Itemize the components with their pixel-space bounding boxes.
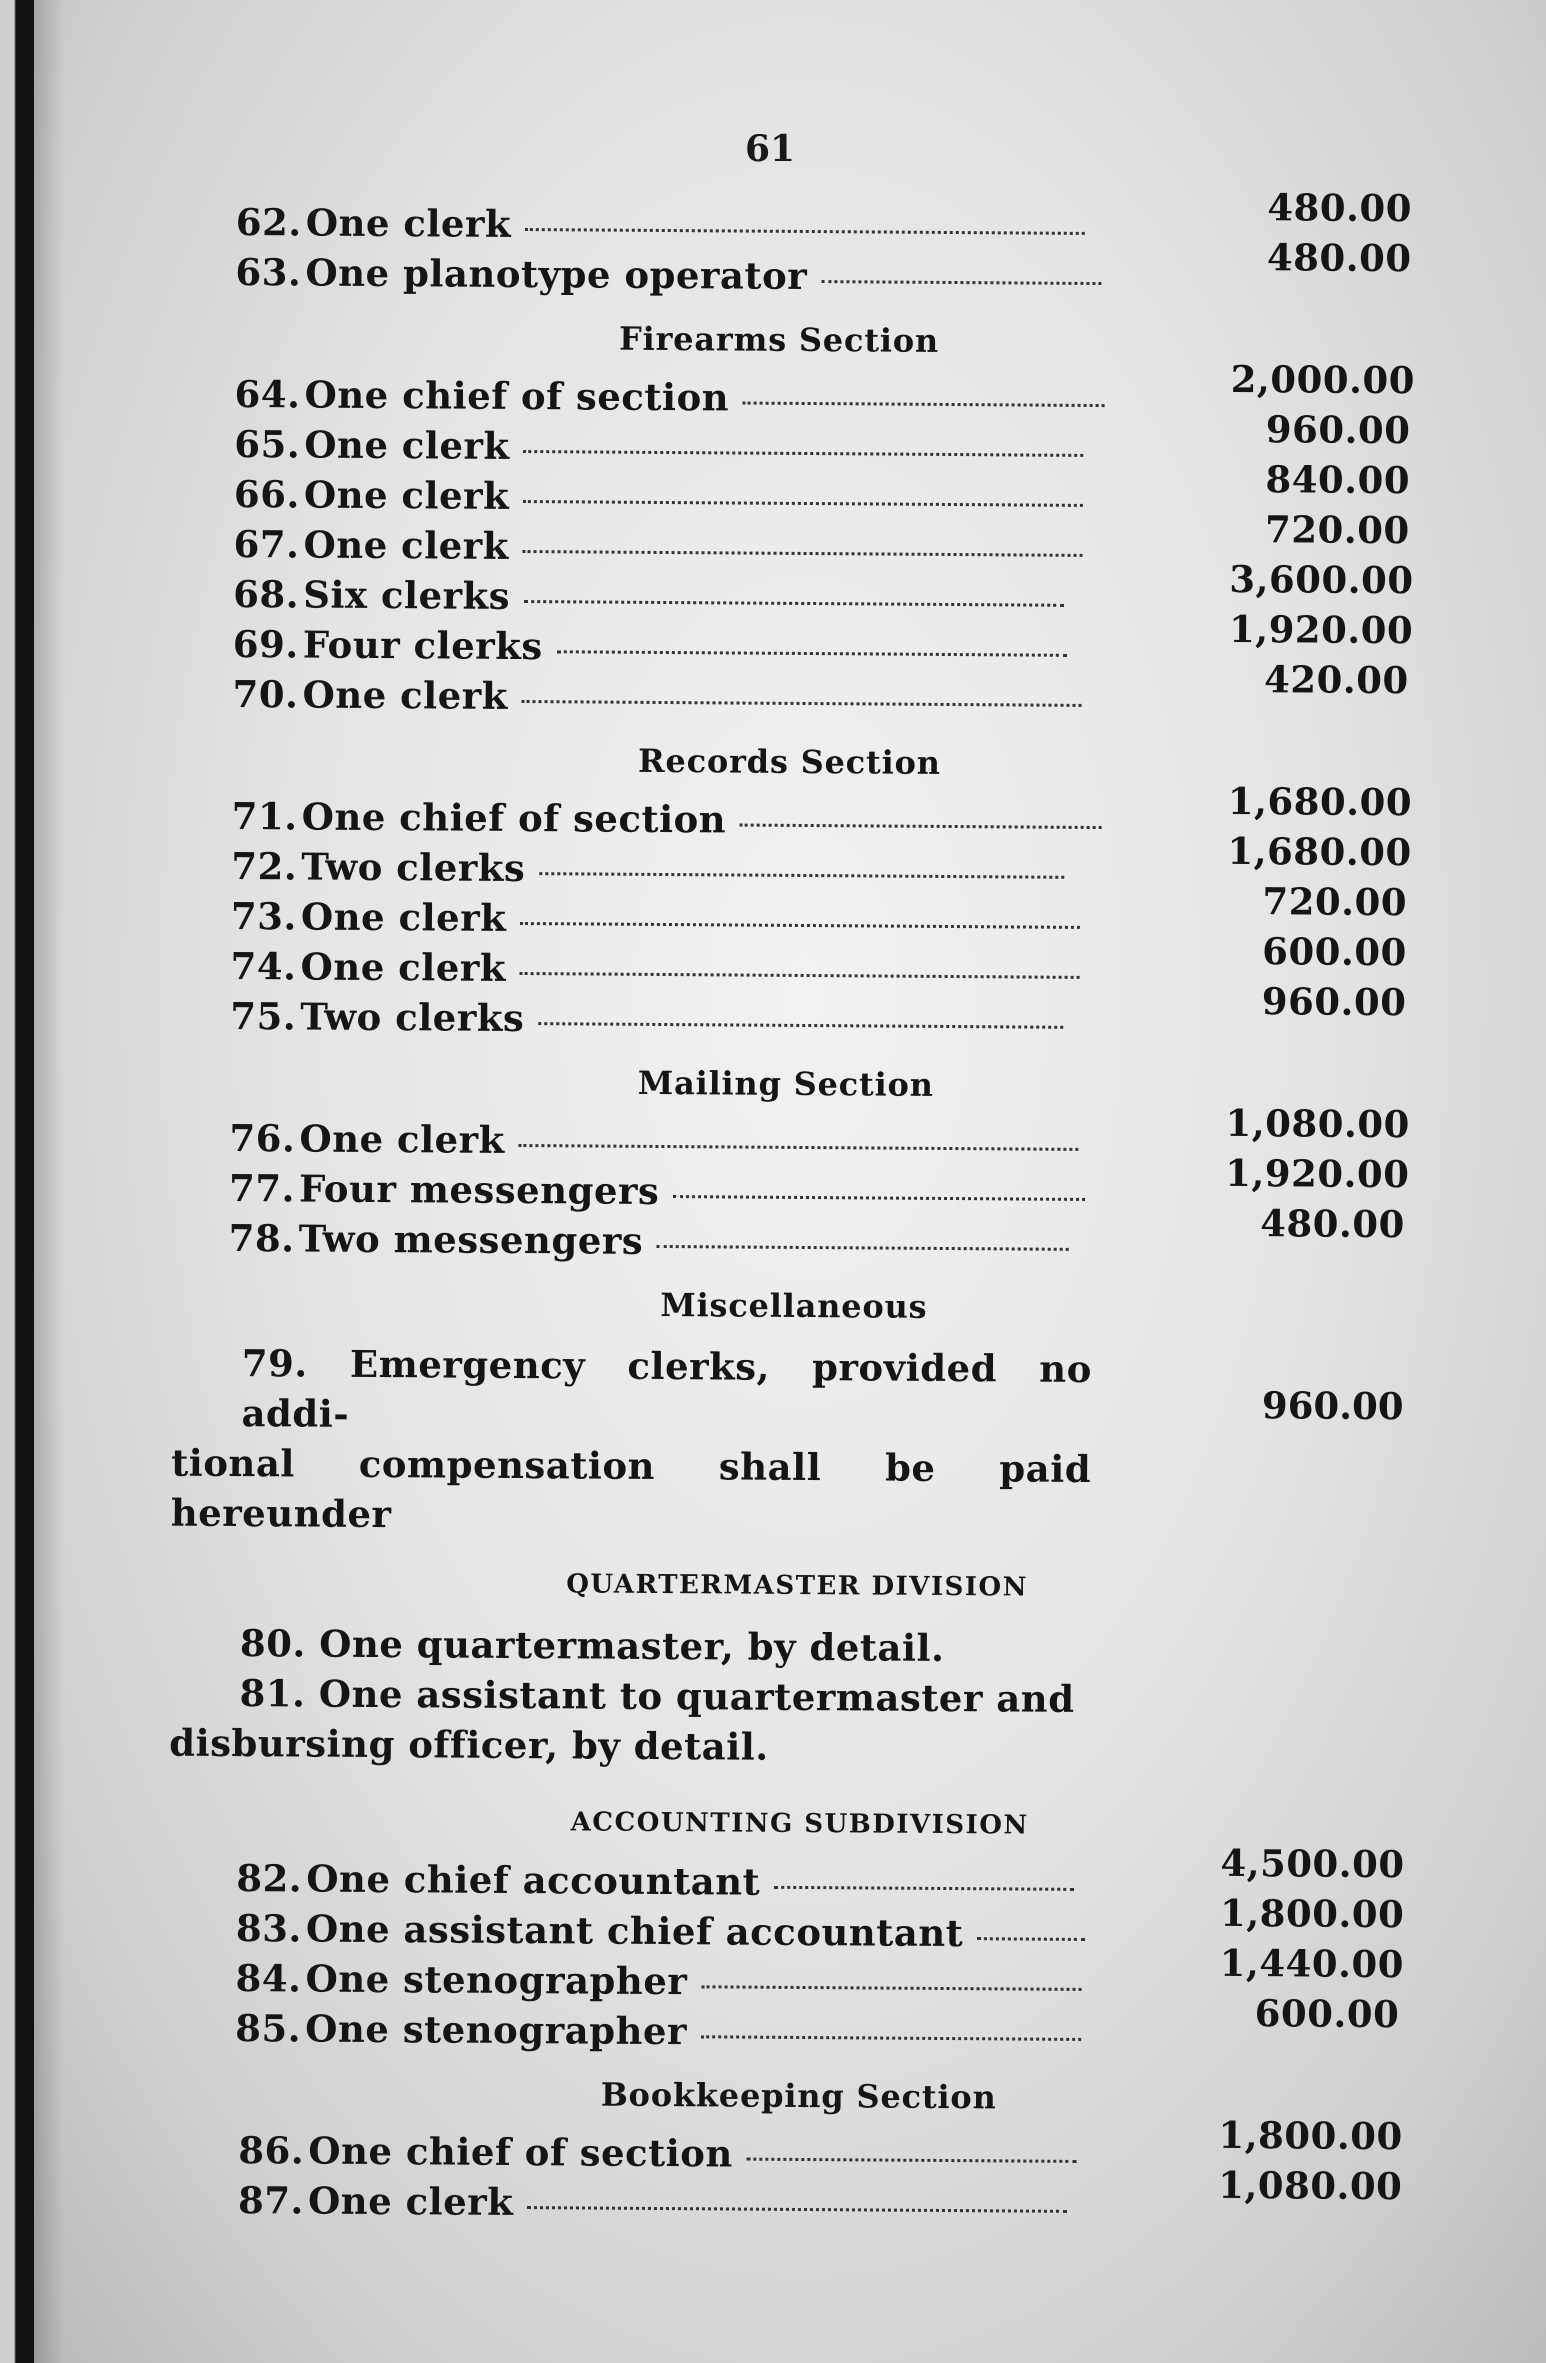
leader-dots [538, 1022, 1063, 1029]
item-amount: 1,920.00 [1225, 1150, 1410, 1197]
item-amount: 1,800.00 [1219, 1890, 1405, 1937]
item-amount: 960.00 [1261, 979, 1407, 1025]
item-amount: 480.00 [1260, 1201, 1406, 1247]
paragraph-line: 81. One assistant to quartermaster and [239, 1671, 1075, 1721]
item-number: 70. [232, 671, 299, 717]
leader-dots [740, 824, 1102, 830]
item-text: One stenographer [305, 2006, 688, 2054]
item-text: One clerk [305, 200, 512, 246]
item-number: 74. [230, 943, 297, 989]
item-text: One clerk [300, 894, 507, 940]
leader-dots [977, 1937, 1085, 1941]
leader-dots [821, 280, 1101, 285]
paragraph-line: 80. One quartermaster, by detail. [239, 1621, 945, 1670]
item-number: 65. [234, 421, 301, 467]
paragraph-line: tional compensation shall be paid hereunder [170, 1440, 1092, 1537]
leader-dots [523, 500, 1083, 507]
item-number: 83. [235, 1906, 302, 1951]
spine-shadow [34, 0, 64, 2363]
list-item [232, 657, 1412, 730]
leader-dots [525, 228, 1085, 235]
list-item [223, 1991, 1403, 2064]
item-number: 85. [235, 2006, 302, 2051]
item-text: One chief of section [301, 794, 727, 842]
item-amount: 1,080.00 [1218, 2162, 1403, 2209]
item-text: One stenographer [305, 1956, 688, 2004]
book-spine-edge [0, 0, 34, 2363]
item-text: Four clerks [302, 622, 543, 669]
item-amount: 2,000.00 [1230, 356, 1416, 403]
item-number: 71. [231, 793, 298, 839]
leader-dots [774, 1886, 1074, 1891]
item-amount: 720.00 [1264, 507, 1410, 553]
list-item [222, 2162, 1403, 2236]
item-text: One chief of section [304, 372, 730, 420]
item-number: 82. [236, 1856, 303, 1901]
item-number: 76. [229, 1115, 296, 1161]
item-number: 84. [235, 1956, 302, 2001]
leader-dots [523, 550, 1083, 557]
item-number: 66. [233, 471, 300, 517]
item-number: 72. [231, 843, 298, 889]
leader-dots [527, 2206, 1067, 2213]
item-text: Four messengers [298, 1166, 660, 1213]
subdivision-heading: ACCOUNTING SUBDIVISION [570, 1807, 1029, 1841]
item-amount: 1,080.00 [1225, 1100, 1410, 1147]
item-number: 77. [228, 1165, 296, 1211]
item-number: 67. [233, 521, 300, 567]
list-item [235, 235, 1415, 308]
item-text: One clerk [304, 422, 510, 468]
item-text: One clerk [307, 2178, 514, 2224]
page-number: 61 [744, 128, 796, 170]
item-amount: 600.00 [1254, 1991, 1400, 2037]
leader-dots [524, 600, 1064, 607]
item-text: One chief of section [308, 2128, 734, 2176]
item-amount: 960.00 [1265, 407, 1411, 453]
leader-dots [747, 2158, 1077, 2163]
item-text: One assistant chief accountant [305, 1906, 964, 1956]
item-amount: 420.00 [1263, 657, 1409, 703]
item-amount: 720.00 [1262, 879, 1408, 925]
item-amount: 4,500.00 [1220, 1840, 1405, 1887]
leader-dots [743, 402, 1105, 408]
miscellaneous-item [170, 1338, 1408, 1546]
paragraph-line: disbursing officer, by detail. [169, 1720, 769, 1769]
item-number: 64. [234, 371, 301, 417]
section-heading: Firearms Section [618, 319, 940, 360]
item-text: One clerk [303, 522, 510, 568]
section-heading: Records Section [637, 741, 941, 782]
item-number: 75. [230, 993, 297, 1039]
item-number: 86. [238, 2128, 305, 2173]
item-number: 87. [237, 2178, 305, 2223]
leader-dots [519, 1144, 1079, 1151]
item-amount: 840.00 [1265, 457, 1411, 503]
item-amount: 960.00 [1261, 1383, 1404, 1429]
item-text: Two clerks [301, 844, 526, 891]
list-item [228, 1201, 1409, 1274]
item-number: 73. [230, 893, 298, 939]
leader-dots [520, 922, 1080, 929]
section-heading: Bookkeeping Section [600, 2075, 997, 2117]
item-amount: 1,680.00 [1227, 828, 1412, 875]
leader-dots [673, 1195, 1085, 1201]
item-text: One clerk [302, 672, 509, 718]
leader-dots [701, 1985, 1081, 1991]
item-amount: 1,800.00 [1218, 2112, 1403, 2159]
item-amount: 1,920.00 [1228, 606, 1414, 653]
item-amount: 480.00 [1266, 235, 1412, 281]
item-text: Two messengers [298, 1216, 644, 1263]
division-heading: QUARTERMASTER DIVISION [566, 1569, 1029, 1603]
appropriation-list [169, 185, 1416, 2236]
item-text: One chief accountant [306, 1856, 761, 1904]
leader-dots [520, 972, 1080, 979]
item-text: Six clerks [303, 572, 511, 618]
item-amount: 1,440.00 [1219, 1940, 1405, 1987]
item-text: One clerk [299, 1116, 505, 1162]
leader-dots [701, 2035, 1081, 2041]
section-heading: Miscellaneous [660, 1285, 928, 1326]
item-number: 68. [233, 571, 300, 617]
section-heading: Mailing Section [637, 1063, 934, 1104]
item-amount: 600.00 [1262, 929, 1407, 975]
item-text: One clerk [300, 944, 507, 990]
item-text: One planotype operator [305, 250, 808, 298]
item-number: 62. [235, 200, 302, 245]
leader-dots [657, 1245, 1069, 1251]
leader-dots [557, 650, 1067, 657]
paragraph-line: 79. Emergency clerks, provided no addi- [241, 1341, 1093, 1436]
item-number: 78. [228, 1215, 295, 1261]
leader-dots [522, 700, 1082, 707]
leader-dots [524, 450, 1084, 457]
item-amount: 1,680.00 [1227, 778, 1413, 825]
item-text: One clerk [303, 472, 510, 518]
item-amount: 480.00 [1267, 185, 1413, 231]
leader-dots [539, 872, 1064, 879]
item-number: 63. [235, 249, 302, 295]
item-text: Two clerks [300, 994, 525, 1041]
list-item [230, 979, 1410, 1052]
item-number: 69. [232, 621, 299, 667]
item-amount: 3,600.00 [1229, 556, 1414, 603]
